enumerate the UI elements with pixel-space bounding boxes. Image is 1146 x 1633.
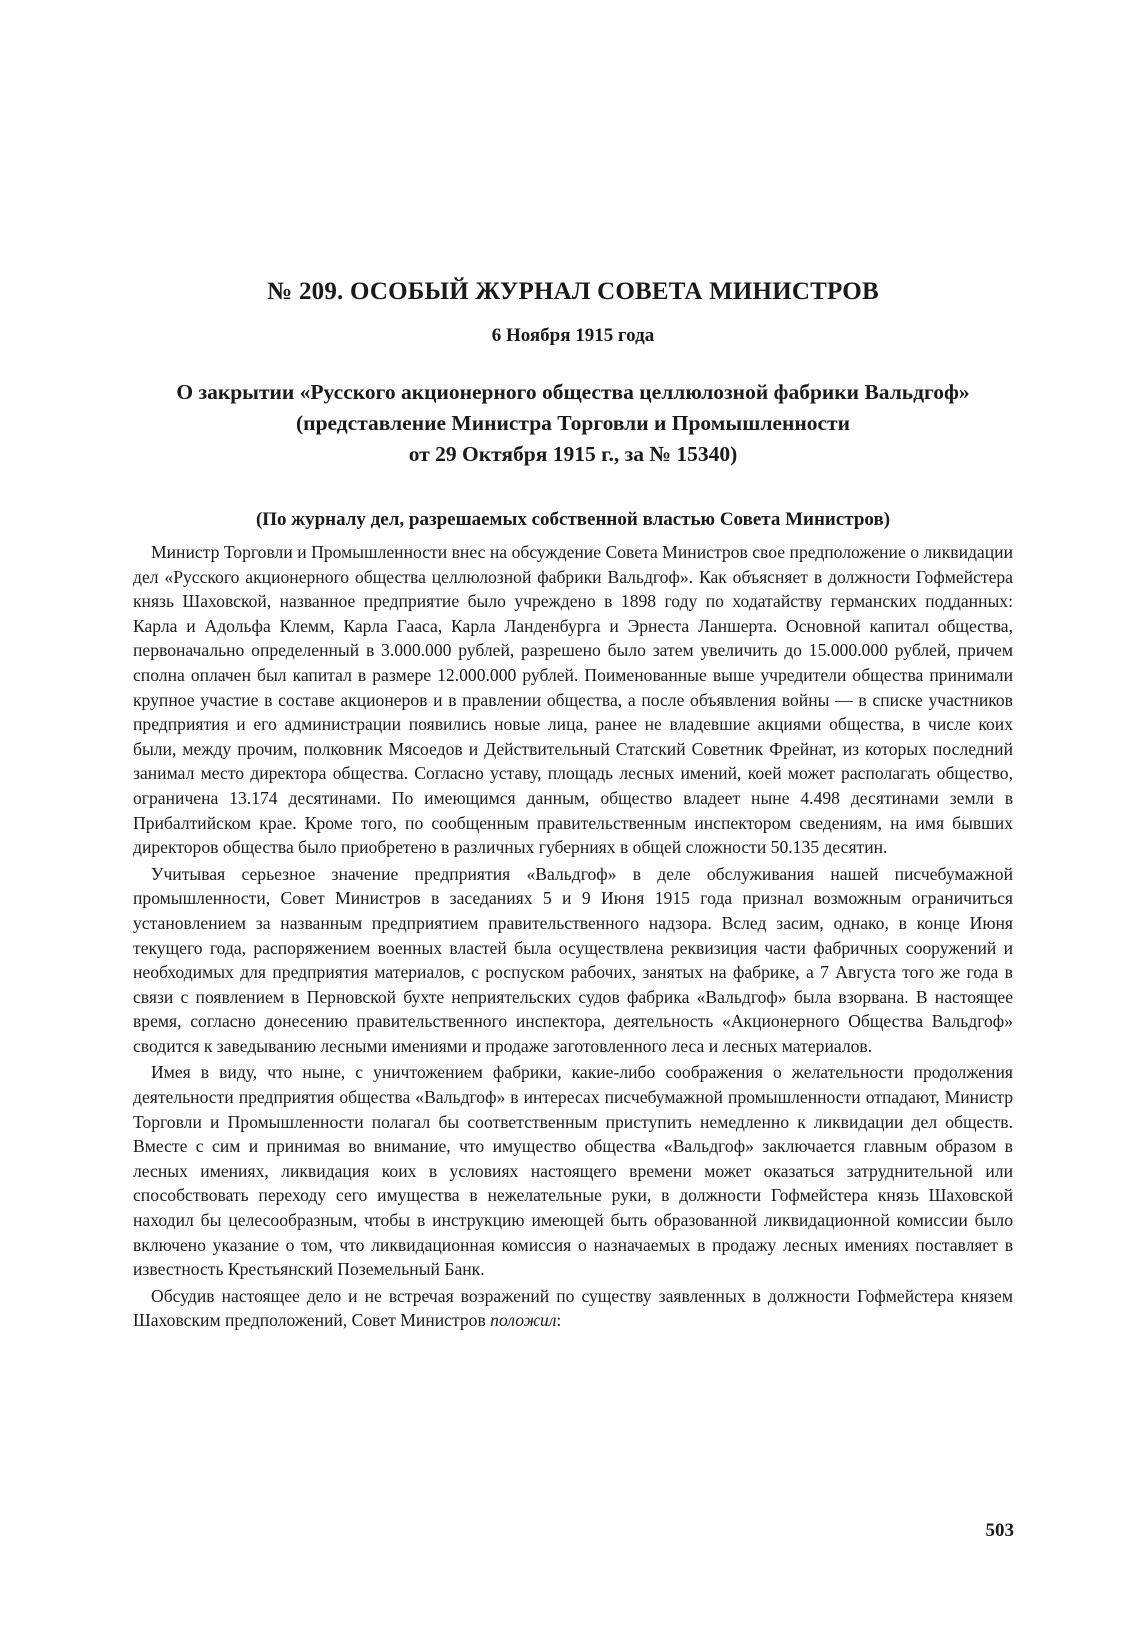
document-title: № 209. ОСОБЫЙ ЖУРНАЛ СОВЕТА МИНИСТРОВ: [267, 278, 879, 305]
document-subject: [130, 377, 1016, 470]
subject-line-2: (представление Министра Торговли и Промышленности: [296, 411, 850, 435]
paragraph-3: Имея в виду, что ныне, с уничтожением фабрики, какие-либо соображения о желательности продолжения деятельности предприятия общества «Вальдгоф» в интересах писчебумажной промышленности отпадают, Министр Торговли и Промышленности полагал бы соответственным приступить немедленно к ликвидации дел обществ. Вместе с сим и принимая во внимание, что имущество общества «Вальдгоф» заключается главным образом в лесных имениях, ликвидация коих в условиях настоящего времени может оказаться затруднительной или способствовать переходу сего имущества в нежелательные руки, в должности Гофмейстера князь Шаховской находил бы целесообразным, чтобы в инструкцию имеющей быть образованной ликвидационной комиссии было включено указание о том, что ликвидационная комиссия о назначаемых в продажу лесных имениях поставляет в известность Крестьянский Поземельный Банк.: [133, 1062, 1013, 1280]
body-text: [133, 540, 1013, 1333]
heading-block: [130, 275, 1016, 533]
paragraph-2: Учитывая серьезное значение предприятия «Вальдгоф» в деле обслуживания нашей писчебумажной промышленности, Совет Министров в заседаниях 5 и 9 Июня 1915 года признал возможным ограничиться установлением за названным предприятием правительственного надзора. Вслед засим, однако, в конце Июня текущего года, распоряжением военных властей была осуществлена реквизиция части фабричных сооружений и необходимых для предприятия материалов, с роспуском рабочих, занятых на фабрике, а 7 Августа того же года в связи с появлением в Перновской бухте неприятельских судов фабрика «Вальдгоф» была взорвана. В настоящее время, согласно донесению правительственного инспектора, деятельность «Акционерного Общества Вальдгоф» сводится к заведыванию лесными имениями и продаже заготовленного леса и лесных материалов.: [133, 863, 1013, 1056]
paragraph-1: Министр Торговли и Промышленности внес на обсуждение Совета Министров свое предположение о ликвидации дел «Русского акционерного общества целлюлозной фабрики Вальдгоф». Как объясняет в должности Гофмейстера князь Шаховской, названное предприятие было учреждено в 1898 году по ходатайству германских подданных: Карла и Адольфа Клемм, Карла Гааса, Карла Ланденбурга и Эрнеста Ланшерта. Основной капитал общества, первоначально определенный в 3.000.000 рублей, разрешено было затем увеличить до 15.000.000 рублей, причем сполна оплачен был капитал в размере 12.000.000 рублей. Поименованные выше учредители общества принимали крупное участие в составе акционеров и в правлении общества, а после объявления войны — в списке участников предприятия и его администрации появились новые лица, ранее не владевшие акциями общества, в числе коих были, между прочим, полковник Мясоедов и Действительный Статский Советник Фрейнат, из которых последний занимал место директора общества. Согласно уставу, площадь лесных имений, коей может располагать общество, ограничена 13.174 десятинами. По имеющимся данным, общество владеет ныне 4.498 десятинами земли в Прибалтийском крае. Кроме того, по сообщенным правительственным инспектором сведениям, на имя бывших директоров общества было приобретено в различных губерниях в общей сложности 50.135 десятин.: [133, 542, 1013, 858]
page-number: 503: [985, 1520, 1014, 1541]
source-note: (По журналу дел, разрешаемых собственной властью Совета Министров): [255, 509, 891, 530]
subject-line-3: от 29 Октября 1915 г., за № 15340): [408, 442, 738, 466]
document-date: 6 Ноября 1915 года: [491, 325, 655, 346]
final-paragraph-text: Обсудив настоящее дело и не встречая возражений по существу заявленных в должности Гофмейстера князем Шаховским предположений, Совет Министров: [133, 1285, 1013, 1331]
paragraph-4: [133, 1284, 1013, 1333]
final-paragraph-emphasis: положил: [490, 1310, 557, 1331]
subject-line-1: О закрытии «Русского акционерного общества целлюлозной фабрики Вальдгоф»: [176, 380, 970, 404]
final-paragraph-end: :: [556, 1310, 562, 1331]
